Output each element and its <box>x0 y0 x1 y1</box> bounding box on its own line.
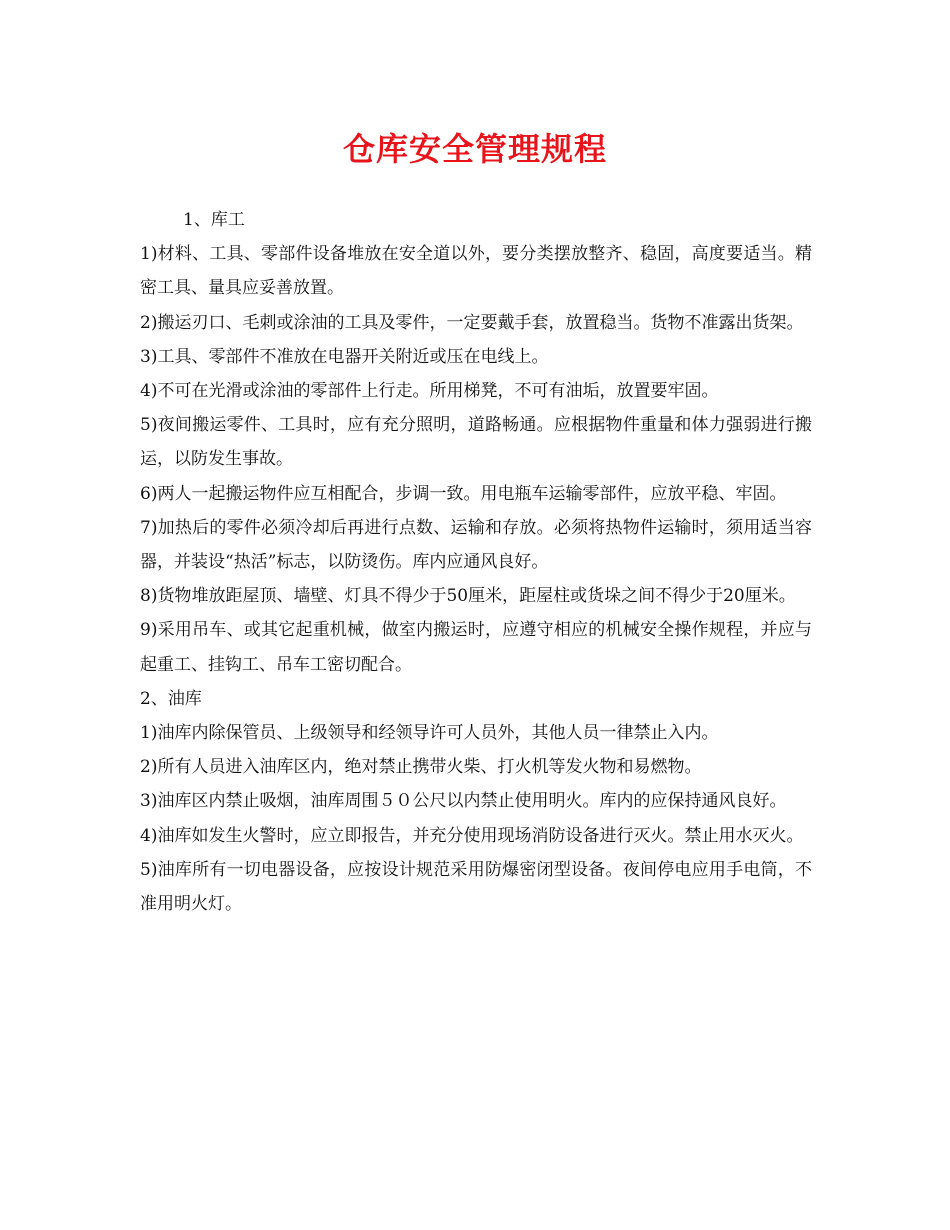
document-body <box>140 203 812 921</box>
rule-paragraph: 4)油库如发生火警时，应立即报告，并充分使用现场消防设备进行灭火。禁止用水灭火。 <box>140 825 804 846</box>
rule-paragraph: 4)不可在光滑或涂油的零部件上行走。所用梯凳，不可有油垢，放置要牢固。 <box>140 381 719 402</box>
rule-paragraph: 9)采用吊车、或其它起重机械，做室内搬运时，应遵守相应的机械安全操作规程，并应与起重工、挂钩工、吊车工密切配合。 <box>140 620 812 675</box>
rule-paragraph: 5)油库所有一切电器设备，应按设计规范采用防爆密闭型设备。夜间停电应用手电筒，不准用明火灯。 <box>140 859 812 915</box>
document-title: 仓库安全管理规程 <box>342 130 607 168</box>
rule-paragraph: 7)加热后的零件必须冷却后再进行点数、运输和存放。必须将热物件运输时，须用适当容器，并装设“热活”标志，以防烫伤。库内应通风良好。 <box>140 517 812 573</box>
rule-paragraph: 2)搬运刃口、毛刺或涂油的工具及零件，一定要戴手套，放置稳当。货物不准露出货架。 <box>140 312 804 333</box>
rule-paragraph: 3)油库区内禁止吸烟，油库周围５０公尺以内禁止使用明火。库内的应保持通风良好。 <box>140 791 787 812</box>
rule-paragraph: 2)所有人员进入油库区内，绝对禁止携带火柴、打火机等发火物和易燃物。 <box>140 757 702 778</box>
rule-paragraph: 1)油库内除保管员、上级领导和经领导许可人员外，其他人员一律禁止入内。 <box>140 723 719 744</box>
rule-paragraph: 6)两人一起搬运物件应互相配合，步调一致。用电瓶车运输零部件，应放平稳、牢固。 <box>140 483 787 504</box>
rule-paragraph: 1)材料、工具、零部件设备堆放在安全道以外，要分类摆放整齐、稳固，高度要适当。精密工具、量具应妥善放置。 <box>140 244 812 299</box>
rule-paragraph: 8)货物堆放距屋顶、墙壁、灯具不得少于50厘米，距屋柱或货垛之间不得少于20厘米。 <box>140 586 796 607</box>
section-heading-oil-depot: 2、油库 <box>140 688 202 709</box>
rule-paragraph: 3)工具、零部件不准放在电器开关附近或压在电线上。 <box>140 346 549 367</box>
section-heading-warehouse-worker: 1、库工 <box>183 210 245 230</box>
rule-paragraph: 5)夜间搬运零件、工具时，应有充分照明，道路畅通。应根据物件重量和体力强弱进行搬运，以防发生事故。 <box>140 415 812 470</box>
